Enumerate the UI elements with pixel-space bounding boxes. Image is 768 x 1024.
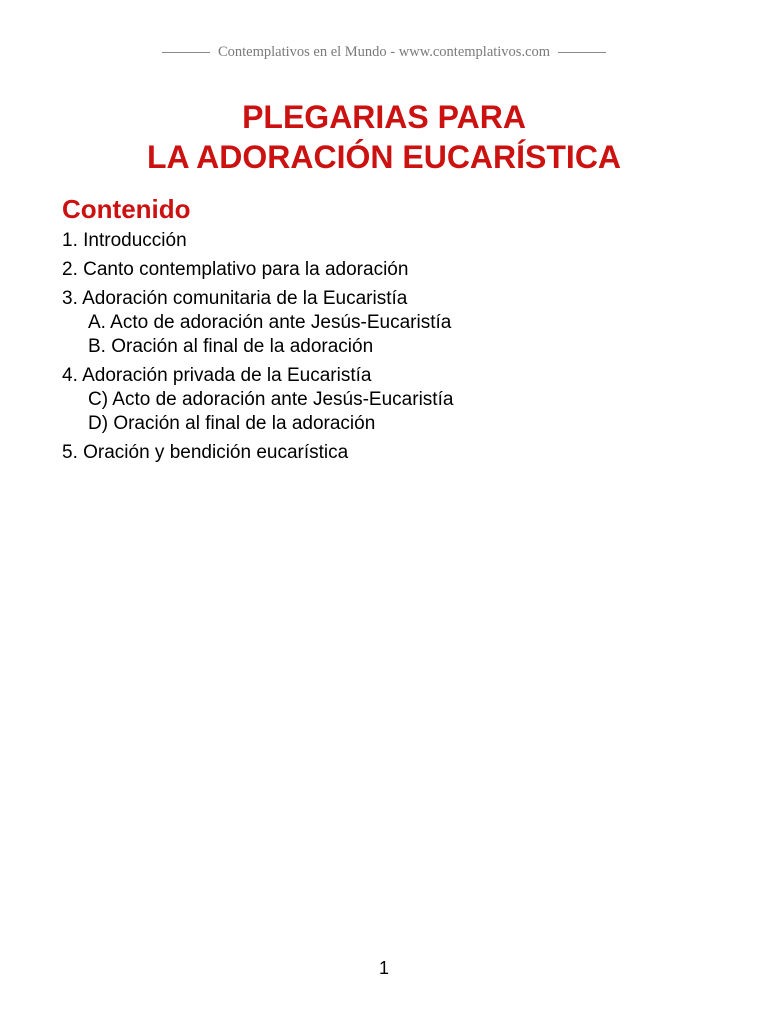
page-number: 1 xyxy=(378,958,389,978)
toc-subitem-b: B. Oración al final de la adoración xyxy=(88,336,374,357)
table-of-contents xyxy=(62,229,722,470)
toc-subitem-a: A. Acto de adoración ante Jesús-Eucaristía xyxy=(88,312,452,333)
toc-item-label: 5. Oración y bendición eucarística xyxy=(62,442,349,463)
document-title-line-1: PLEGARIAS PARA xyxy=(242,99,526,135)
toc-item-5 xyxy=(62,441,722,465)
running-header-text: Contemplativos en el Mundo - www.contemplativos.com xyxy=(217,44,551,60)
header-rule-right xyxy=(558,52,606,53)
toc-subitem-d: D) Oración al final de la adoración xyxy=(88,413,376,434)
toc-item-label: 4. Adoración privada de la Eucaristía xyxy=(62,365,372,386)
document-title-line-2: LA ADORACIÓN EUCARÍSTICA xyxy=(146,139,622,175)
toc-item-1 xyxy=(62,229,722,253)
toc-item-3 xyxy=(62,287,722,359)
header-rule-left xyxy=(162,52,210,53)
running-header xyxy=(0,44,768,61)
toc-item-4 xyxy=(62,364,722,436)
toc-item-label: 1. Introducción xyxy=(62,230,187,251)
toc-subitem-c: C) Acto de adoración ante Jesús-Eucaristía xyxy=(88,389,454,410)
toc-item-label: 2. Canto contemplativo para la adoración xyxy=(62,259,409,280)
contents-heading: Contenido xyxy=(62,194,191,224)
document-title xyxy=(0,97,768,177)
toc-item-2 xyxy=(62,258,722,282)
toc-item-label: 3. Adoración comunitaria de la Eucaristía xyxy=(62,288,408,309)
